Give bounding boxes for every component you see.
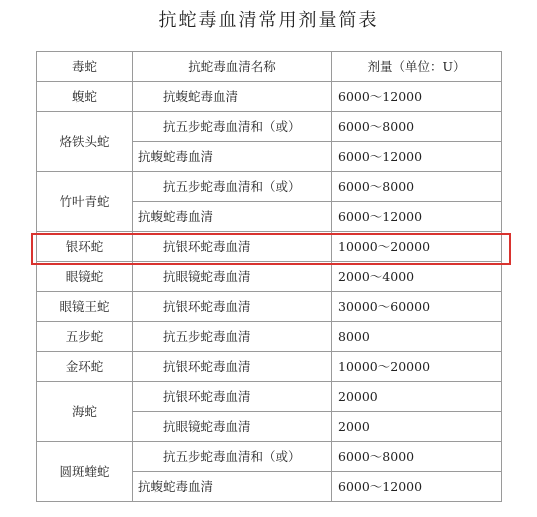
dose-value: 10000～20000 [332, 352, 502, 382]
serum-name: 抗五步蛇毒血清和（或） [133, 112, 332, 142]
dose-value: 10000～20000 [332, 232, 502, 262]
serum-name: 抗银环蛇毒血清 [133, 382, 332, 412]
snake-name: 银环蛇 [37, 232, 133, 262]
table-row [37, 262, 502, 292]
table-row [37, 442, 502, 472]
serum-name: 抗蝮蛇毒血清 [133, 202, 332, 232]
table-row [37, 292, 502, 322]
table-row [37, 322, 502, 352]
table-row-highlighted [37, 232, 502, 262]
dose-value: 6000～8000 [332, 172, 502, 202]
dose-value: 6000～12000 [332, 82, 502, 112]
serum-name: 抗蝮蛇毒血清 [133, 82, 332, 112]
serum-name: 抗五步蛇毒血清和（或） [133, 442, 332, 472]
header-dose: 剂量（单位：U） [332, 52, 502, 82]
table-row [37, 172, 502, 202]
serum-name: 抗银环蛇毒血清 [133, 352, 332, 382]
table-header-row [37, 52, 502, 82]
dose-value: 6000～8000 [332, 442, 502, 472]
serum-name: 抗眼镜蛇毒血清 [133, 412, 332, 442]
snake-name: 海蛇 [37, 382, 133, 442]
dose-value: 30000～60000 [332, 292, 502, 322]
table-row [37, 82, 502, 112]
header-snake: 毒蛇 [37, 52, 133, 82]
snake-name: 金环蛇 [37, 352, 133, 382]
snake-name: 圆斑蝰蛇 [37, 442, 133, 502]
snake-name: 眼镜王蛇 [37, 292, 133, 322]
dose-value: 20000 [332, 382, 502, 412]
snake-name: 蝮蛇 [37, 82, 133, 112]
serum-name: 抗五步蛇毒血清 [133, 322, 332, 352]
snake-name: 眼镜蛇 [37, 262, 133, 292]
serum-name: 抗银环蛇毒血清 [133, 292, 332, 322]
serum-name: 抗蝮蛇毒血清 [133, 142, 332, 172]
dose-value: 6000～12000 [332, 142, 502, 172]
dose-value: 6000～12000 [332, 202, 502, 232]
serum-name: 抗银环蛇毒血清 [133, 232, 332, 262]
snake-name: 五步蛇 [37, 322, 133, 352]
serum-name: 抗眼镜蛇毒血清 [133, 262, 332, 292]
serum-dosage-table [36, 51, 502, 502]
snake-name: 烙铁头蛇 [37, 112, 133, 172]
dose-value: 8000 [332, 322, 502, 352]
serum-name: 抗五步蛇毒血清和（或） [133, 172, 332, 202]
dose-value: 2000～4000 [332, 262, 502, 292]
serum-name: 抗蝮蛇毒血清 [133, 472, 332, 502]
header-serum-name: 抗蛇毒血清名称 [133, 52, 332, 82]
document-title: 抗蛇毒血清常用剂量简表 [158, 10, 379, 31]
table-row [37, 352, 502, 382]
dose-value: 6000～8000 [332, 112, 502, 142]
table-row [37, 382, 502, 412]
dose-value: 2000 [332, 412, 502, 442]
dose-value: 6000～12000 [332, 472, 502, 502]
table-row [37, 112, 502, 142]
snake-name: 竹叶青蛇 [37, 172, 133, 232]
